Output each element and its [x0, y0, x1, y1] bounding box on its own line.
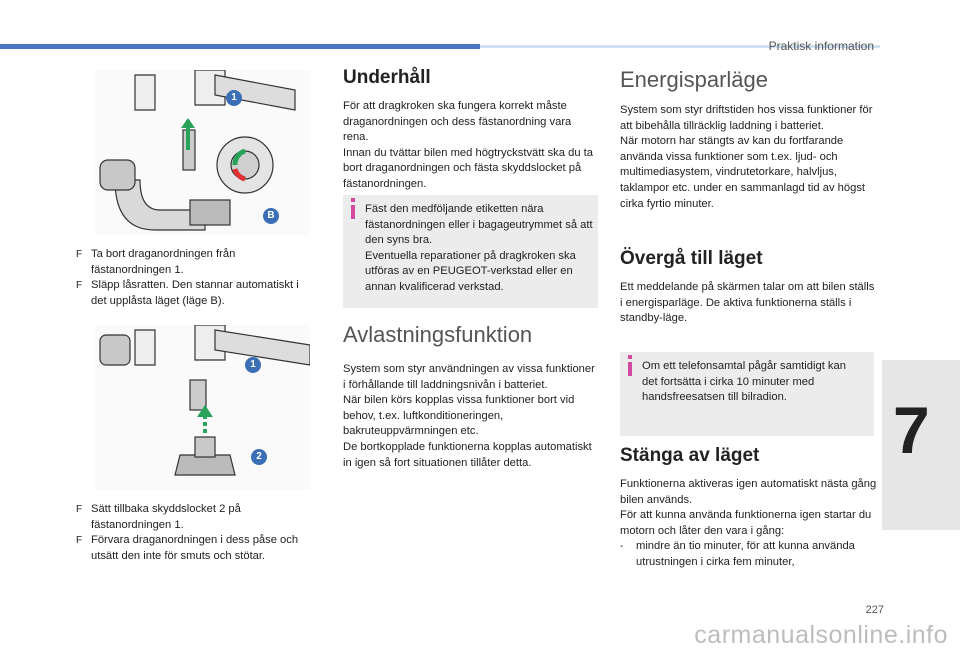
- switch-heading: Övergå till läget: [620, 248, 763, 269]
- towbar-removal-drawing: [95, 70, 310, 235]
- info-note: [620, 352, 874, 436]
- relief-text: När bilen körs kopplas vissa funktioner bort vid behov, t.ex. luftkonditioneringen, bakruteuppvärmningen etc.: [343, 394, 575, 438]
- exit-text: Funktionerna aktiveras igen automatiskt nästa gång bilen används.: [620, 478, 877, 506]
- note-text: Om ett telefonsamtal pågår samtidigt kan det fortsätta i cirka 10 minuter med handsfreesatsen till bilradion.: [642, 360, 846, 404]
- list-item: - mindre än tio minuter, för att kunna använda utrustningen i cirka fem minuter,: [620, 540, 855, 568]
- info-icon-bar: [351, 205, 355, 219]
- energy-text: När motorn har stängts av kan du fortfarande använda vissa funktioner som t.ex. ljud- och multimediasystem, vindrutetorkare, halvljus, taklampor etc. under en sammanlagd tid av högst cirka fyrtio minuter.: [620, 135, 866, 210]
- info-icon: [628, 355, 632, 359]
- maintenance-heading: Underhåll: [343, 67, 431, 88]
- list-item: F Ta bort draganordningen från fästanordningen 1.: [76, 248, 236, 276]
- towbar-removal-illustration: [95, 70, 310, 235]
- section-title: Praktisk information: [768, 39, 874, 53]
- protective-cap-illustration: [95, 325, 310, 490]
- info-icon-bar: [628, 362, 632, 376]
- info-note: [343, 195, 598, 308]
- figure-callout-b: B: [263, 208, 279, 224]
- relief-heading: Avlastningsfunktion: [343, 322, 533, 347]
- storage-steps: [76, 502, 316, 564]
- energy-text: System som styr driftstiden hos vissa funktioner för att bibehålla tillräcklig laddning i batteriet.: [620, 104, 873, 132]
- list-item: F Sätt tillbaka skyddslocket 2 på fästanordningen 1.: [76, 503, 241, 531]
- maintenance-text: Innan du tvättar bilen med högtryckstvätt ska du ta bort draganordningen och fästa skyddslocket på fästanordningen.: [343, 146, 593, 190]
- figure-callout-1: 1: [245, 357, 261, 373]
- relief-section: [343, 322, 595, 471]
- maintenance-text: För att dragkroken ska fungera korrekt måste draganordningen och dess fästanordning vara rena.: [343, 100, 572, 144]
- note-text: Fäst den medföljande etiketten nära fästanordningen eller i bagageutrymmet så att den syns bra.: [365, 203, 593, 247]
- page-number: 227: [865, 604, 884, 616]
- header-rule: [0, 44, 480, 49]
- chapter-number: 7: [893, 393, 930, 467]
- switch-section: [620, 248, 875, 327]
- protective-cap-drawing: [95, 325, 310, 490]
- exit-heading: Stänga av läget: [620, 445, 760, 466]
- switch-text: Ett meddelande på skärmen talar om att bilen ställs i energisparläge. De aktiva funktionerna ställs i standby-läge.: [620, 281, 875, 325]
- energy-section: [620, 67, 875, 212]
- removal-steps: [76, 247, 316, 309]
- figure-callout-2: 2: [251, 449, 267, 465]
- list-item: F Förvara draganordningen i dess påse och utsätt den inte för smuts och stötar.: [76, 534, 299, 562]
- energy-heading: Energisparläge: [620, 67, 768, 92]
- note-text: Eventuella reparationer på dragkroken ska utföras av en PEUGEOT-verkstad eller en annan kvalificerad verkstad.: [365, 249, 576, 293]
- watermark: carmanualsonline.info: [694, 621, 948, 649]
- exit-section: [620, 445, 878, 571]
- list-item: F Släpp låsratten. Den stannar automatiskt i det upplåsta läget (läge B).: [76, 279, 299, 307]
- figure-callout-1: 1: [226, 90, 242, 106]
- info-icon: [351, 198, 355, 202]
- maintenance-section: [343, 67, 595, 193]
- relief-text: De bortkopplade funktionerna kopplas automatiskt in igen så fort situationen tillåter detta.: [343, 440, 592, 469]
- relief-text: System som styr användningen av vissa funktioner i förhållande till laddningsnivån i batteriet.: [343, 363, 595, 391]
- exit-text: För att kunna använda funktionerna igen startar du motorn och låter den vara i gång:: [620, 509, 872, 537]
